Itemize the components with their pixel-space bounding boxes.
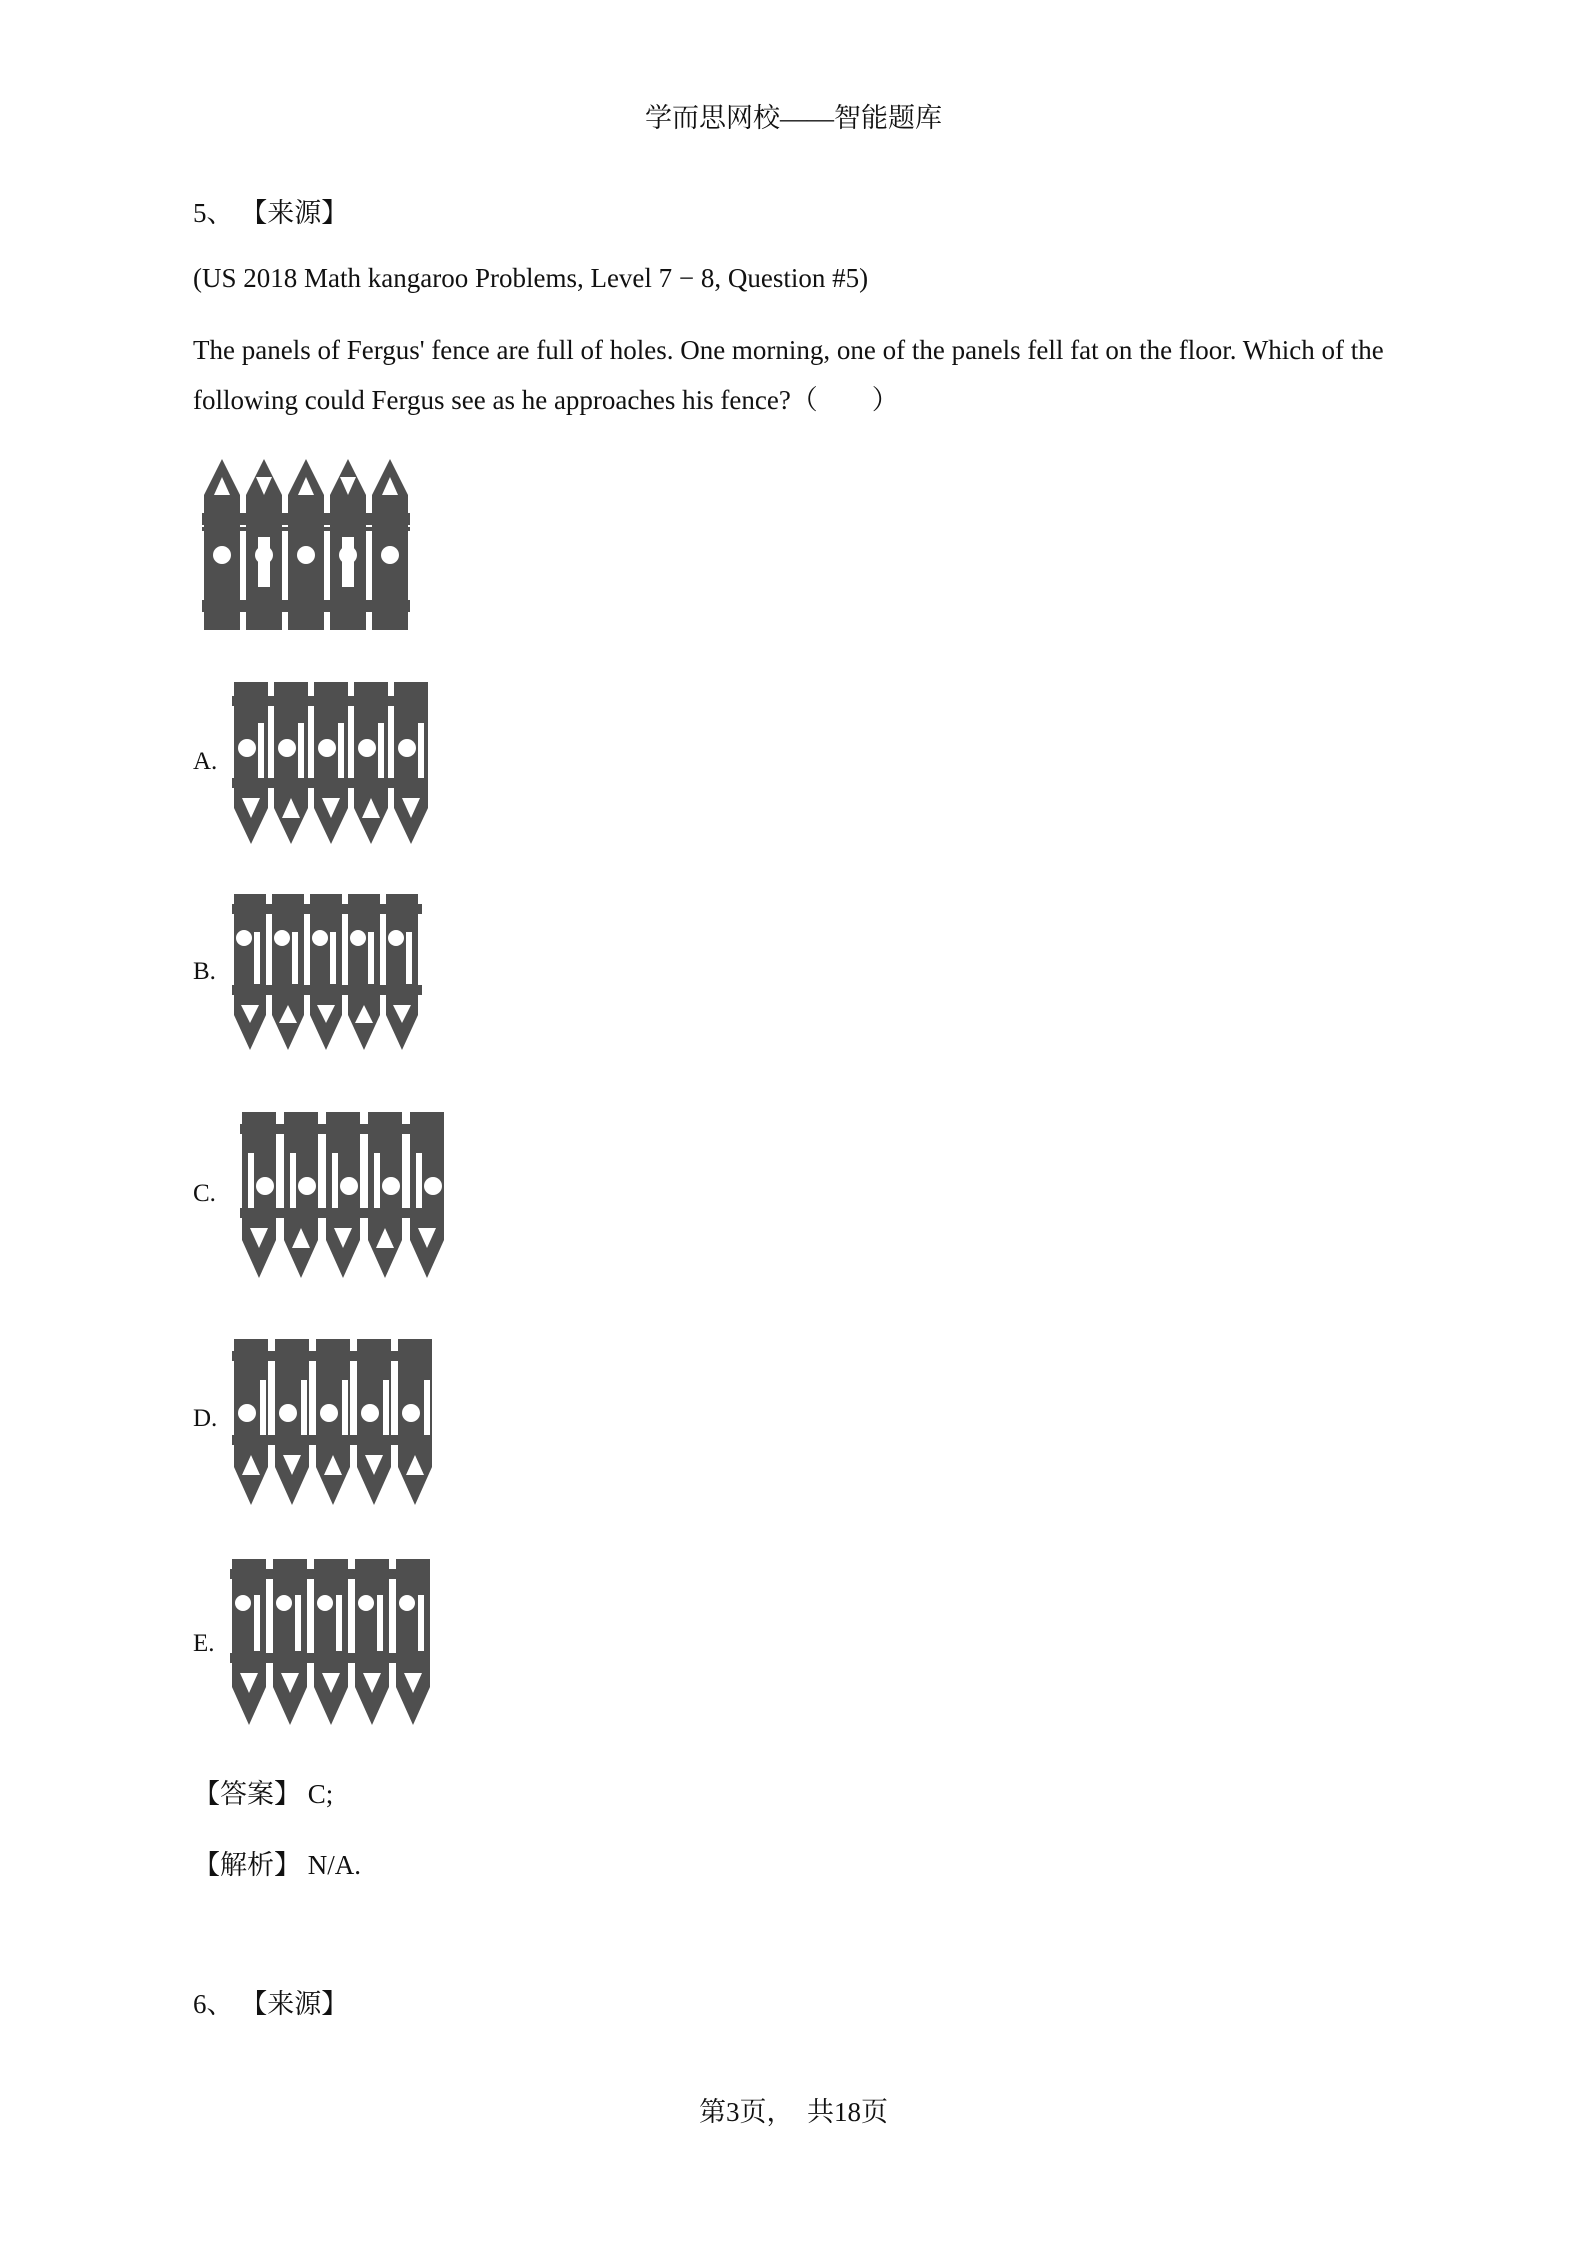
option-a-label: A.: [193, 748, 218, 775]
question-5-heading: [193, 191, 348, 230]
source-tag: 【来源】: [240, 198, 349, 228]
option-d-fence[interactable]: [230, 1335, 435, 1510]
analysis-tag: 【解析】: [193, 1850, 301, 1880]
analysis-value: N/A.: [307, 1850, 361, 1880]
option-e-fence[interactable]: [228, 1555, 433, 1730]
option-a-fence[interactable]: [230, 678, 430, 848]
answer-tag: 【答案】: [193, 1779, 301, 1809]
option-b-fence[interactable]: [230, 890, 430, 1055]
analysis-line: [193, 1843, 361, 1882]
option-b-label: B.: [193, 958, 216, 985]
option-e-label: E.: [193, 1630, 215, 1657]
option-c-label: C.: [193, 1180, 216, 1207]
source-tag: 【来源】: [240, 1989, 349, 2019]
page-header: 学而思网校——智能题库: [645, 103, 942, 133]
answer-value: C;: [307, 1779, 334, 1809]
option-c-fence[interactable]: [238, 1108, 448, 1283]
option-d-label: D.: [193, 1405, 218, 1432]
question-number: 6、: [193, 1989, 234, 2019]
fence-figure: [200, 455, 415, 635]
question-6-heading: [193, 1982, 348, 2021]
page-footer: 第3页， 共18页: [699, 2097, 888, 2127]
question-source: (US 2018 Math kangaroo Problems, Level 7 − 8, Question #5): [193, 263, 869, 293]
question-number: 5、: [193, 198, 234, 228]
answer-line: [193, 1772, 333, 1811]
question-stem: The panels of Fergus' fence are full of holes. One morning, one of the panels fell fat on the floor. Which of the following could Fergus see as he approaches his fence?（ ）: [193, 335, 1384, 415]
